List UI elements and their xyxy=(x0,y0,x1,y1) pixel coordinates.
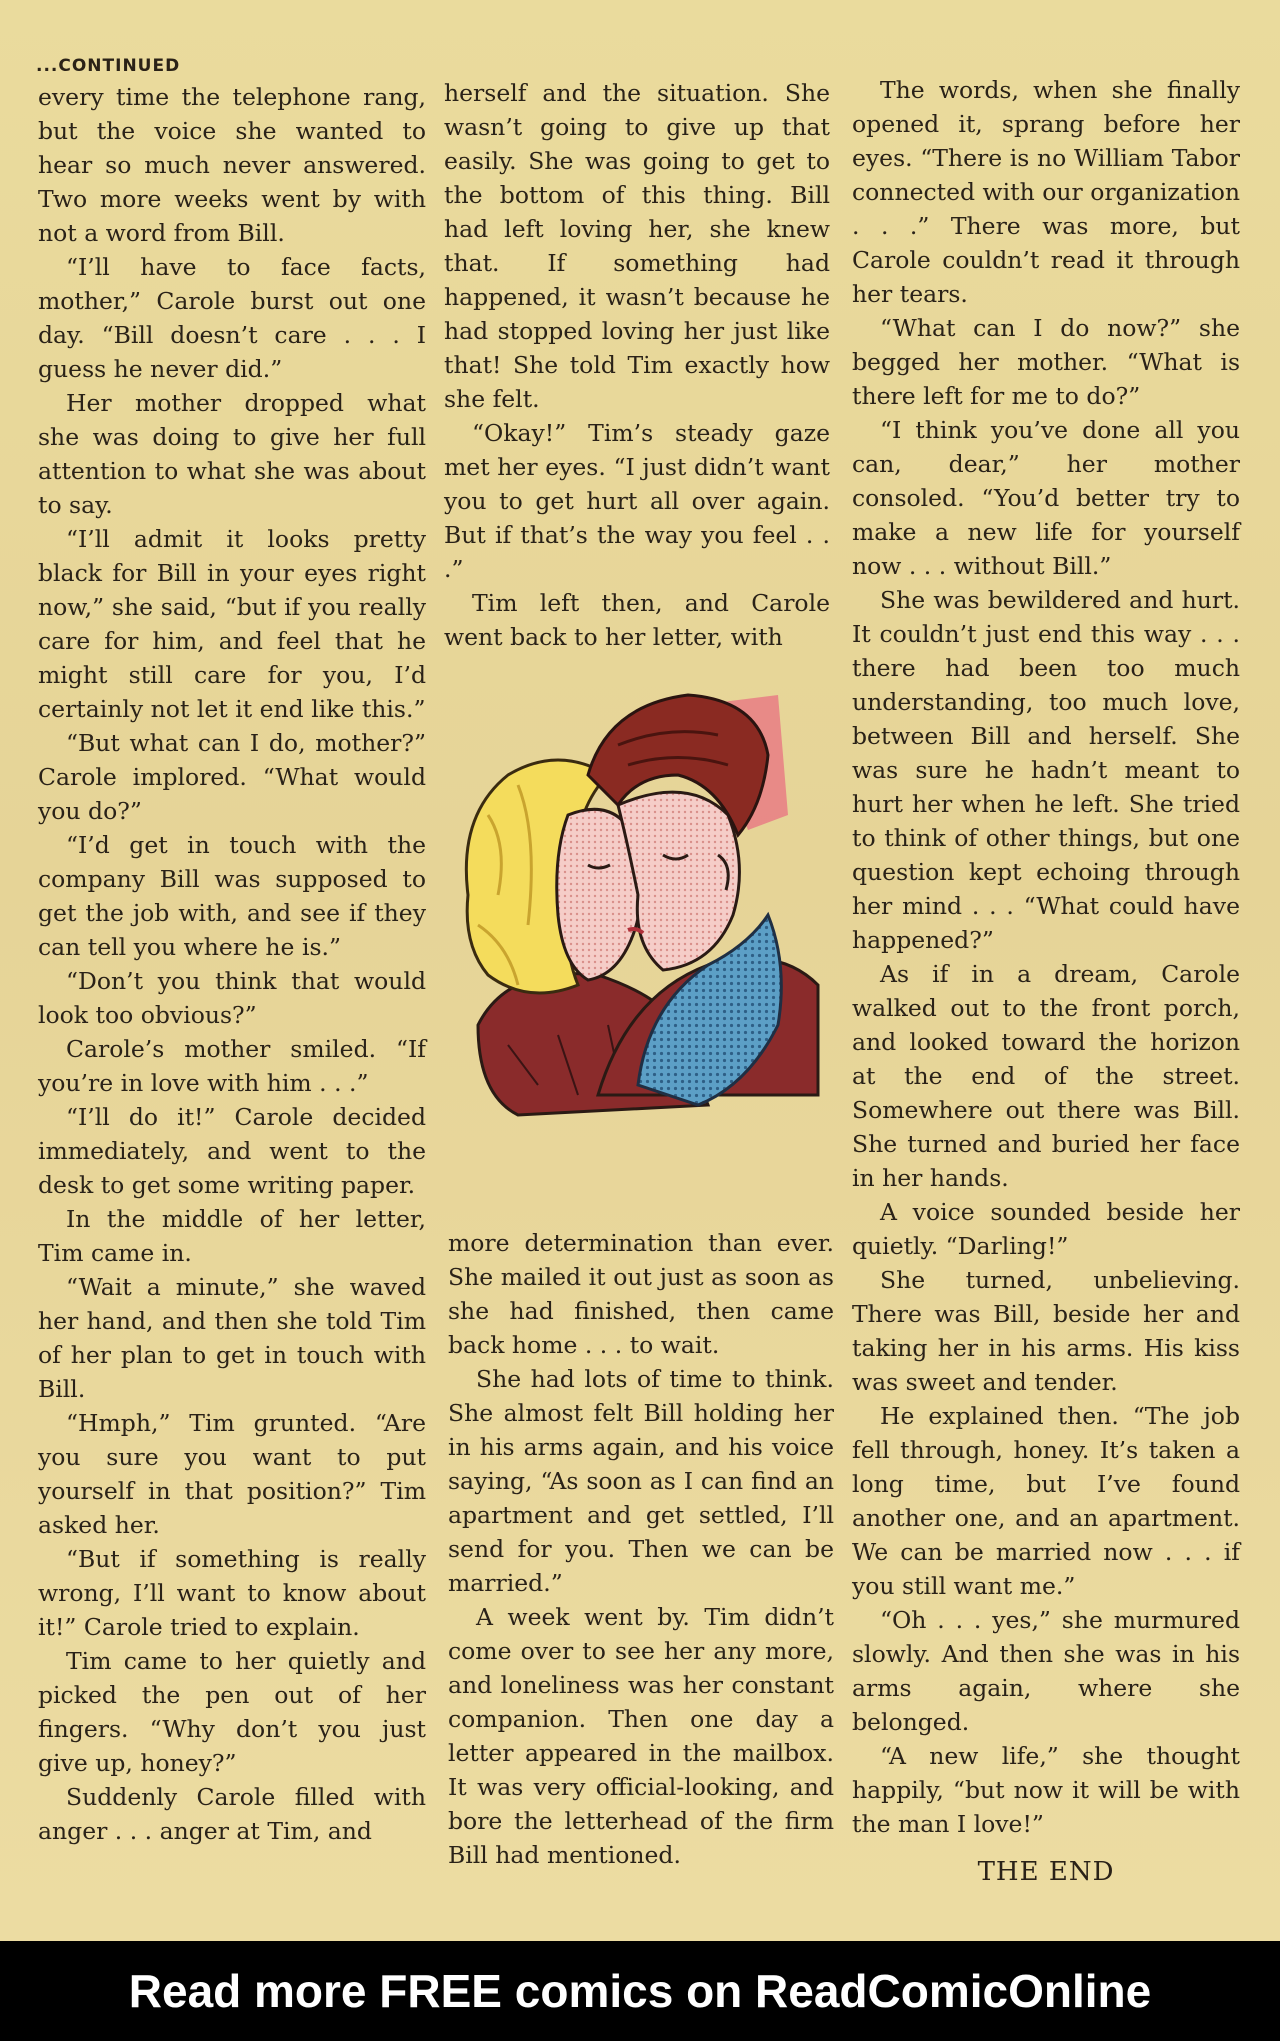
paragraph: She turned, unbelieving. There was Bill, beside her and taking her in his arms. His kiss was sweet and tender. xyxy=(852,1266,1240,1396)
paragraph: Suddenly Carole filled with anger . . . anger at Tim, and xyxy=(38,1783,426,1845)
paragraph: “I’ll admit it looks pretty black for Bill in your eyes right now,” she said, “but if you really care for him, and feel that he might still care for you, I’d certainly not let it end like this.” xyxy=(38,525,426,723)
paragraph: The words, when she finally opened it, sprang before her eyes. “There is no William Tabor connected with our organization . . .” There was more, but Carole couldn’t read it through her tears. xyxy=(852,76,1240,308)
paragraph: every time the telephone rang, but the voice she wanted to hear so much never answered. Two more weeks went by with not a word from Bill. xyxy=(38,83,426,247)
paragraph: “A new life,” she thought happily, “but now it will be with the man I love!” xyxy=(852,1742,1240,1838)
continued-label: ...CONTINUED xyxy=(36,56,181,76)
paragraph: Her mother dropped what she was doing to give her full attention to what she was about to say. xyxy=(38,389,426,519)
paragraph: “Wait a minute,” she waved her hand, and then she told Tim of her plan to get in touch with Bill. xyxy=(38,1273,426,1403)
paragraph: “Oh . . . yes,” she murmured slowly. And then she was in his arms again, where she belonged. xyxy=(852,1606,1240,1736)
paragraph: “Don’t you think that would look too obvious?” xyxy=(38,967,426,1029)
paragraph: Carole’s mother smiled. “If you’re in love with him . . .” xyxy=(38,1035,426,1097)
story-column-3 xyxy=(852,73,1240,1889)
paragraph: herself and the situation. She wasn’t going to give up that easily. She was going to get to the bottom of this thing. Bill had left loving her, she knew that. If something had happened, it wasn’t because he had stopped loving her just like that! She told Tim exactly how she felt. xyxy=(444,79,830,413)
story-column-2-bottom xyxy=(448,1226,834,1872)
paragraph: Tim came to her quietly and picked the pen out of her fingers. “Why don’t you just give up, honey?” xyxy=(38,1647,426,1777)
story-column-2-top xyxy=(444,76,830,654)
paragraph: In the middle of her letter, Tim came in. xyxy=(38,1205,426,1267)
paragraph: “I’ll do it!” Carole decided immediately, and went to the desk to get some writing paper. xyxy=(38,1103,426,1199)
paragraph: A voice sounded beside her quietly. “Darling!” xyxy=(852,1198,1240,1260)
paragraph: A week went by. Tim didn’t come over to see her any more, and loneliness was her constant companion. Then one day a letter appeared in the mailbox. It was very official-looking, and bore the letterhead of the firm Bill had mentioned. xyxy=(448,1603,834,1869)
paragraph: “I’d get in touch with the company Bill was supposed to get the job with, and see if they can tell you where he is.” xyxy=(38,831,426,961)
paragraph: Tim left then, and Carole went back to her letter, with xyxy=(444,589,830,651)
paragraph: “Okay!” Tim’s steady gaze met her eyes. “I just didn’t want you to get hurt all over again. But if that’s the way you feel . . .” xyxy=(444,419,830,583)
paragraph: “Hmph,” Tim grunted. “Are you sure you want to put yourself in that position?” Tim asked her. xyxy=(38,1409,426,1539)
story-column-3-text xyxy=(852,73,1240,1841)
paragraph: As if in a dream, Carole walked out to the front porch, and looked toward the horizon at the end of the street. Somewhere out there was Bill. She turned and buried her face in her hands. xyxy=(852,960,1240,1192)
paragraph: He explained then. “The job fell through, honey. It’s taken a long time, but I’ve found another one, and an apartment. We can be married now . . . if you still want me.” xyxy=(852,1402,1240,1600)
paragraph: She had lots of time to think. She almost felt Bill holding her in his arms again, and his voice saying, “As soon as I can find an apartment and get settled, I’ll send for you. Then we can be married.” xyxy=(448,1365,834,1597)
paragraph: “What can I do now?” she begged her mother. “What is there left for me to do?” xyxy=(852,314,1240,410)
paragraph: She was bewildered and hurt. It couldn’t just end this way . . . there had been too much understanding, too much love, between Bill and herself. She was sure he hadn’t meant to hurt her when he left. She tried to think of other things, but one question kept echoing through her mind . . . “What could have happened?” xyxy=(852,586,1240,954)
kiss-illustration xyxy=(448,665,832,1135)
paragraph: “But if something is really wrong, I’ll want to know about it!” Carole tried to explain. xyxy=(38,1545,426,1641)
paragraph: “But what can I do, mother?” Carole implored. “What would you do?” xyxy=(38,729,426,825)
paragraph: more determination than ever. She mailed it out just as soon as she had finished, then came back home . . . to wait. xyxy=(448,1229,834,1359)
the-end-label: THE END xyxy=(977,1857,1115,1887)
story-column-1 xyxy=(38,80,426,1848)
paragraph: “I think you’ve done all you can, dear,” her mother consoled. “You’d better try to make a new life for yourself now . . . without Bill.” xyxy=(852,416,1240,580)
paragraph: “I’ll have to face facts, mother,” Carole burst out one day. “Bill doesn’t care . . . I guess he never did.” xyxy=(38,253,426,383)
promo-banner[interactable]: Read more FREE comics on ReadComicOnline xyxy=(0,1941,1280,2041)
